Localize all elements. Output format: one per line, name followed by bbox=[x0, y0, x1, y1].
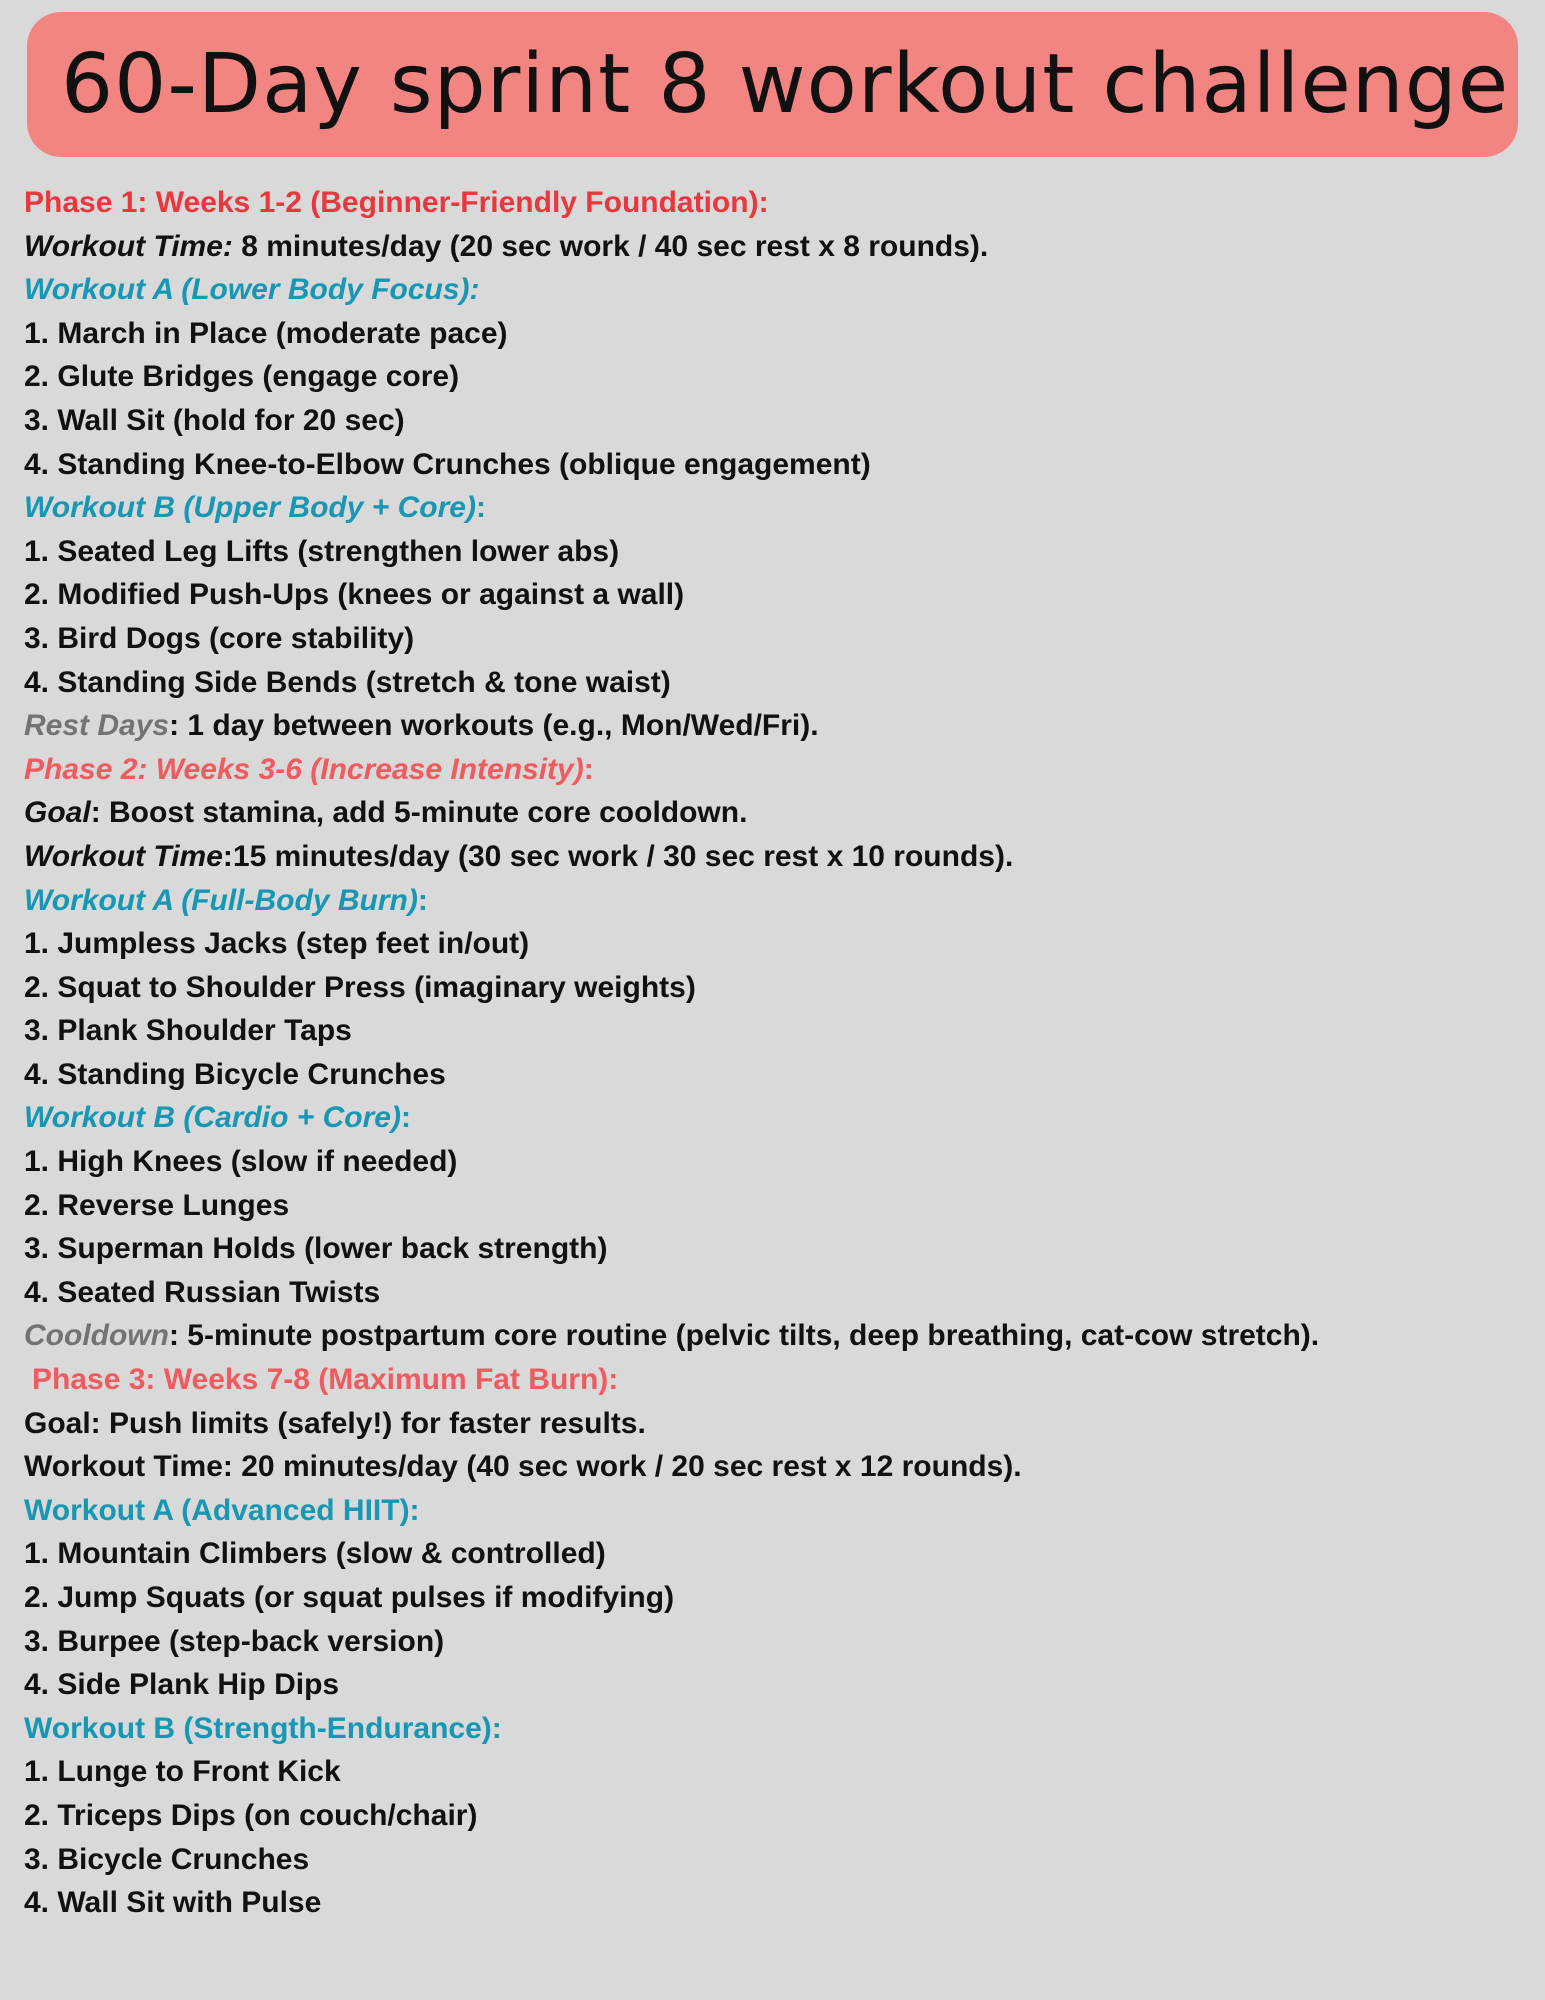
phase-3-workout-b-heading: Workout B (Strength-Endurance): bbox=[24, 1711, 502, 1745]
phase-2-goal-value: : Boost stamina, add 5-minute core cooldown. bbox=[90, 796, 748, 830]
list-item: 2. Triceps Dips (on couch/chair) bbox=[24, 1798, 478, 1832]
phase-1-time-label: Workout Time: bbox=[24, 229, 233, 263]
heading-colon: : bbox=[475, 491, 486, 525]
phase-1-workout-a-heading: Workout A (Lower Body Focus): bbox=[24, 273, 480, 307]
phase-2-workout-time bbox=[24, 835, 1524, 879]
phase-2-time-label: Workout Time bbox=[24, 839, 223, 873]
phase-2-goal-label: Goal bbox=[24, 796, 91, 830]
phase-2-workout-b-heading-line bbox=[24, 1096, 1524, 1140]
title-banner bbox=[27, 12, 1518, 157]
list-item: 4. Standing Bicycle Crunches bbox=[24, 1057, 446, 1091]
heading-colon: : bbox=[417, 883, 428, 917]
phase-1-heading: Phase 1: Weeks 1-2 (Beginner-Friendly Foundation): bbox=[24, 186, 769, 219]
list-item: 2. Glute Bridges (engage core) bbox=[24, 360, 460, 394]
phase-3-heading: Phase 3: Weeks 7-8 (Maximum Fat Burn): bbox=[32, 1363, 619, 1397]
list-item: 1. High Knees (slow if needed) bbox=[24, 1145, 458, 1179]
rest-days-value: : 1 day between workouts (e.g., Mon/Wed/Fri). bbox=[169, 709, 819, 743]
phase-2-heading-line bbox=[24, 748, 1524, 792]
phase-2-workout-a-heading-line bbox=[24, 879, 1524, 923]
list-item: 4. Side Plank Hip Dips bbox=[24, 1668, 340, 1702]
phase-2-goal bbox=[24, 791, 1524, 835]
list-item: 4. Standing Knee-to-Elbow Crunches (oblique engagement) bbox=[24, 447, 871, 481]
heading-colon: : bbox=[583, 752, 594, 786]
list-item: 2. Modified Push-Ups (knees or against a wall) bbox=[24, 578, 685, 612]
list-item: 1. Jumpless Jacks (step feet in/out) bbox=[24, 927, 530, 961]
list-item: 4. Standing Side Bends (stretch & tone waist) bbox=[24, 665, 671, 699]
phase-2-cooldown bbox=[24, 1314, 1524, 1358]
phase-1-rest-days bbox=[24, 704, 1524, 748]
list-item: 3. Burpee (step-back version) bbox=[24, 1624, 445, 1658]
list-item: 2. Squat to Shoulder Press (imaginary weights) bbox=[24, 970, 696, 1004]
list-item: 2. Reverse Lunges bbox=[24, 1188, 290, 1222]
phase-2-workout-a-heading: Workout A (Full-Body Burn) bbox=[24, 883, 418, 917]
list-item: 3. Bird Dogs (core stability) bbox=[24, 621, 415, 655]
phase-2-time-value: :15 minutes/day (30 sec work / 30 sec rest x 10 rounds). bbox=[222, 839, 1014, 873]
cooldown-value: : 5-minute postpartum core routine (pelvic tilts, deep breathing, cat-cow stretch). bbox=[168, 1319, 1320, 1353]
page-title: 60-Day sprint 8 workout challenge bbox=[61, 37, 1510, 132]
phase-1-workout-b-heading-line bbox=[24, 486, 1524, 530]
list-item: 3. Plank Shoulder Taps bbox=[24, 1014, 352, 1048]
list-item: 3. Wall Sit (hold for 20 sec) bbox=[24, 403, 405, 437]
list-item: 4. Seated Russian Twists bbox=[24, 1275, 381, 1309]
phase-1-workout-time bbox=[24, 225, 1524, 269]
list-item: 4. Wall Sit with Pulse bbox=[24, 1886, 322, 1920]
list-item: 1. Lunge to Front Kick bbox=[24, 1755, 341, 1789]
list-item: 3. Bicycle Crunches bbox=[24, 1842, 310, 1876]
phase-3-goal: Goal: Push limits (safely!) for faster results. bbox=[24, 1406, 646, 1440]
phase-2-heading: Phase 2: Weeks 3-6 (Increase Intensity) bbox=[24, 752, 584, 786]
rest-days-label: Rest Days bbox=[24, 709, 170, 743]
phase-1-time-value: 8 minutes/day (20 sec work / 40 sec rest x 8 rounds). bbox=[232, 229, 989, 263]
phase-3-workout-time: Workout Time: 20 minutes/day (40 sec work / 20 sec rest x 12 rounds). bbox=[24, 1450, 1022, 1484]
list-item: 2. Jump Squats (or squat pulses if modifying) bbox=[24, 1581, 675, 1614]
list-item: 1. Mountain Climbers (slow & controlled) bbox=[24, 1537, 606, 1571]
phase-1-workout-b-heading: Workout B (Upper Body + Core) bbox=[24, 491, 476, 525]
list-item: 3. Superman Holds (lower back strength) bbox=[24, 1232, 608, 1266]
heading-colon: : bbox=[400, 1101, 411, 1135]
list-item: 1. March in Place (moderate pace) bbox=[24, 316, 508, 350]
workout-plan bbox=[24, 181, 1524, 1925]
list-item: 1. Seated Leg Lifts (strengthen lower abs) bbox=[24, 534, 620, 568]
cooldown-label: Cooldown bbox=[24, 1319, 169, 1353]
phase-2-workout-b-heading: Workout B (Cardio + Core) bbox=[24, 1101, 401, 1135]
phase-3-workout-a-heading: Workout A (Advanced HIIT): bbox=[24, 1493, 420, 1527]
